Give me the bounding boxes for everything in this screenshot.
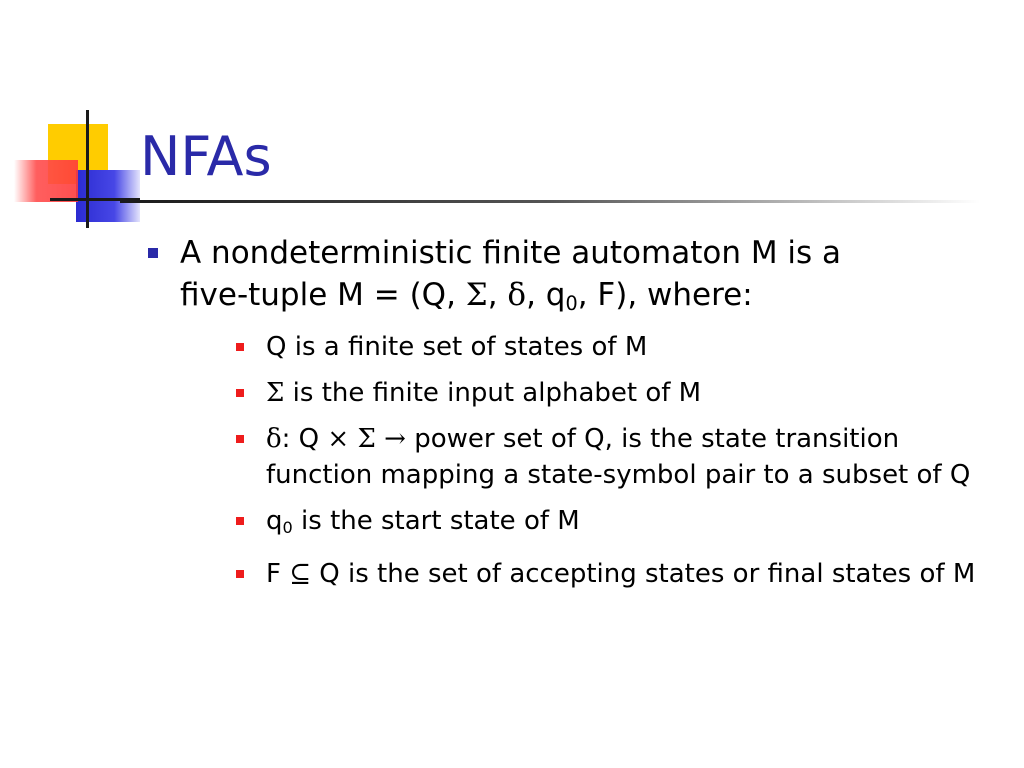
sub-bullet-icon (236, 517, 244, 525)
definition-line-1: A nondeterministic finite automaton M is a (180, 235, 842, 271)
definition-line-2-end: , F), where: (577, 277, 753, 313)
delta-symbol: δ (507, 277, 527, 313)
subitem-final-states (226, 556, 980, 592)
tuple-components-list (226, 329, 980, 592)
title-underline-divider (120, 200, 980, 203)
bullet-square-icon (148, 248, 158, 258)
q0-subscript: 0 (282, 517, 293, 537)
sub-bullet-icon (236, 570, 244, 578)
delta-symbol: δ (266, 423, 282, 454)
sigma-symbol: Σ (349, 423, 385, 454)
subitem-transition-function (226, 421, 980, 493)
subitem-states-text: Q is a finite set of states of M (266, 331, 648, 362)
f-symbol: F (266, 558, 290, 589)
arrow-symbol: → (384, 423, 406, 454)
subitem-alphabet-text: is the finite input alphabet of M (284, 377, 702, 408)
sigma-symbol: Σ (465, 277, 488, 313)
times-symbol: × (327, 423, 350, 454)
sub-bullet-icon (236, 435, 244, 443)
subset-symbol: ⊆ (289, 558, 312, 589)
decorative-vertical-line (86, 110, 89, 228)
transition-text-start: : Q (281, 423, 328, 454)
definition-line-2-start: five-tuple M = (Q, (180, 277, 466, 313)
comma-separator: , (487, 277, 508, 313)
subitem-start-state-text: is the start state of M (292, 505, 580, 536)
sub-bullet-icon (236, 389, 244, 397)
bullet-definition (140, 232, 980, 592)
transition-text-end: power set of Q, is the state transition function mapping a state-symbol pair to a subset of Q (266, 423, 971, 490)
q-symbol: , q (526, 277, 566, 313)
subitem-states (226, 329, 980, 365)
q0-symbol: q (266, 505, 283, 536)
slide-title: NFAs (140, 125, 272, 188)
slide-content (140, 232, 980, 602)
sigma-symbol: Σ (266, 377, 285, 408)
subitem-final-states-text: Q is the set of accepting states or final states of M (311, 558, 976, 589)
subitem-alphabet (226, 375, 980, 411)
subitem-start-state (226, 503, 980, 546)
q-subscript: 0 (565, 291, 578, 315)
sub-bullet-icon (236, 343, 244, 351)
decorative-red-square (14, 160, 78, 202)
